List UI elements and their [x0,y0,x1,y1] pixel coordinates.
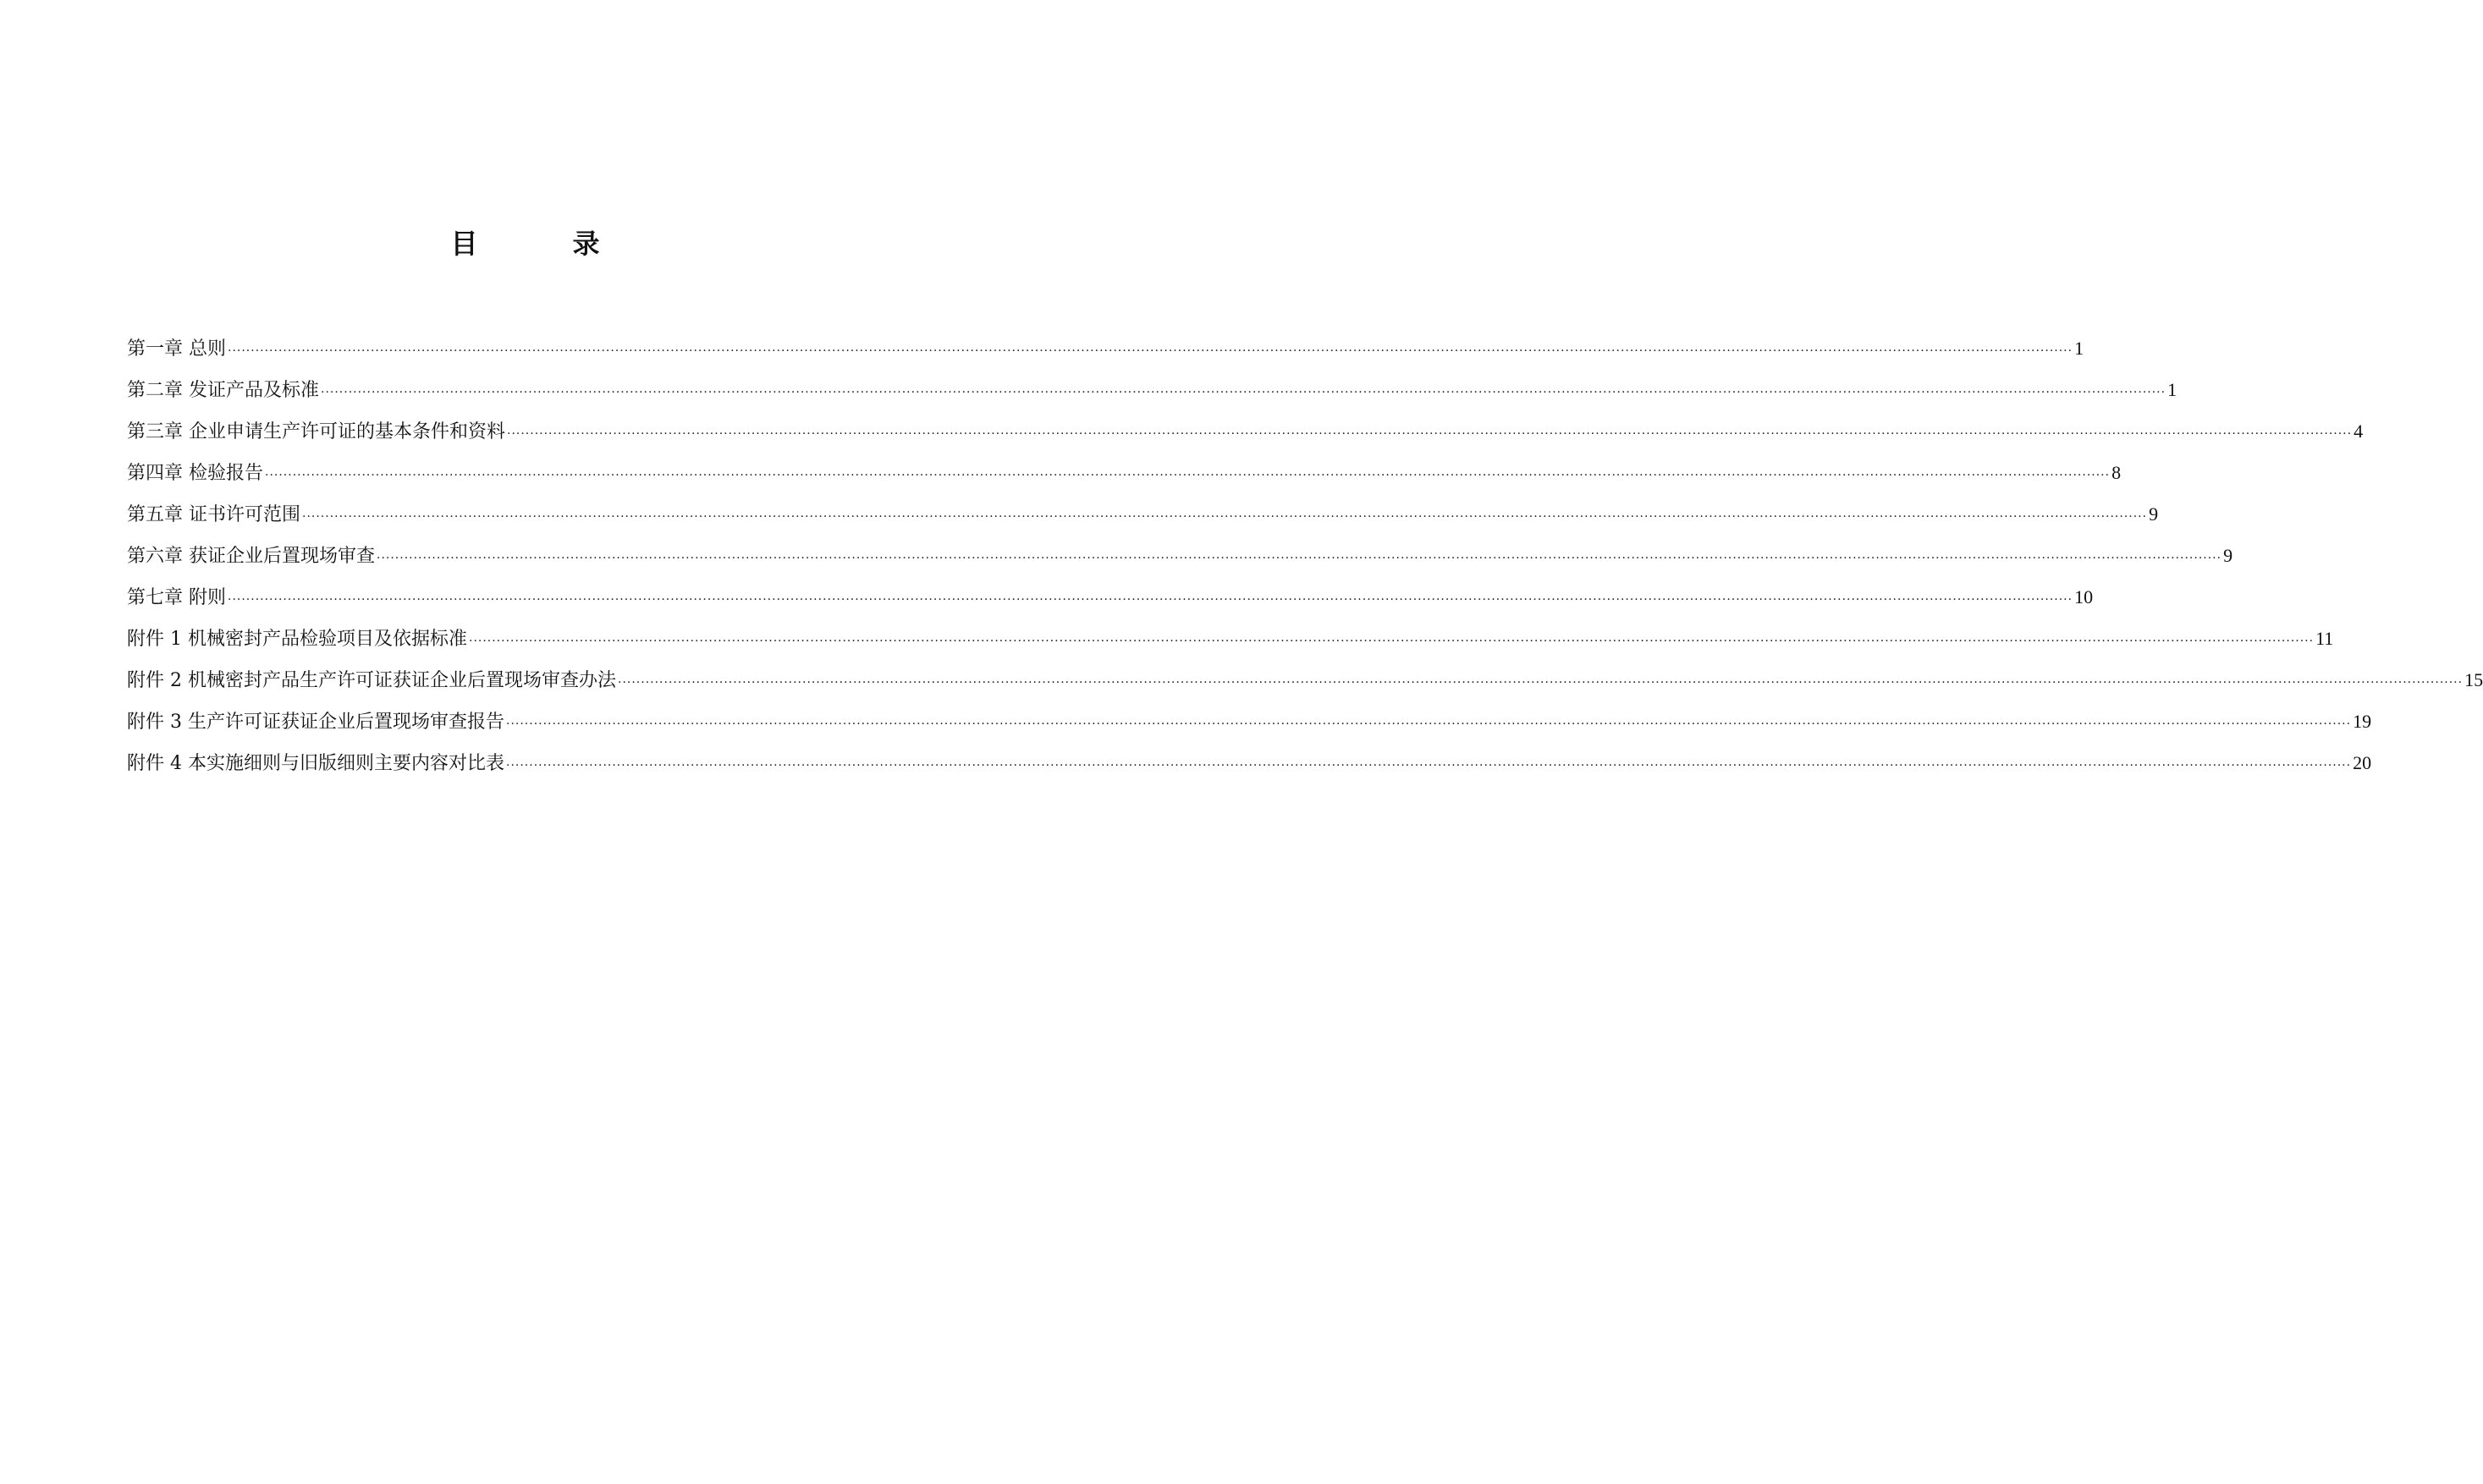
toc-entry-page: 1 [2074,338,2084,359]
toc-entry-page: 19 [2353,711,2372,732]
toc-dot-leader: ················································································································································································································································································································································································································ [321,386,2166,399]
toc-entry-label: 附件 2 机械密封产品生产许可证获证企业后置现场审查办法 [127,670,616,691]
toc-entry[interactable] [127,626,2334,668]
toc-entry-label: 第四章 检验报告 [127,463,263,484]
toc-entry[interactable] [127,668,2483,709]
toc-entry-label: 第二章 发证产品及标准 [127,380,319,401]
toc-entry-label: 第六章 获证企业后置现场审查 [127,546,375,567]
toc-dot-leader: ················································································································································································································································································································································································································ [469,635,2315,648]
toc-dot-leader: ················································································································································································································································································································································································································ [506,759,2352,772]
toc-entry[interactable] [127,543,2233,585]
toc-entry[interactable] [127,750,2372,792]
toc-dot-leader: ················································································································································································································································································································································································································ [618,676,2464,690]
toc-entry-page: 8 [2111,462,2122,483]
toc-entry-label: 第七章 附则 [127,587,226,608]
toc-dot-leader: ················································································································································································································································································································································································································ [228,344,2073,358]
toc-dot-leader: ················································································································································································································································································································································································································ [228,593,2073,607]
toc-entry[interactable] [127,336,2084,377]
toc-entry-page: 10 [2074,586,2094,607]
toc-entry-page: 4 [2354,420,2364,442]
toc-entry-label: 附件 4 本实施细则与旧版细则主要内容对比表 [127,753,504,774]
toc-entry-page: 1 [2167,379,2177,400]
toc-dot-leader: ················································································································································································································································································································································································································ [507,427,2353,441]
toc-dot-leader: ················································································································································································································································································································································································································ [265,469,2111,482]
toc-entry[interactable] [127,585,2094,626]
toc-entry-label: 第五章 证书许可范围 [127,504,300,525]
toc-entry[interactable] [127,709,2372,750]
toc-entry[interactable] [127,377,2177,419]
toc-title: 目 录 [450,228,634,260]
toc-dot-leader: ················································································································································································································································································································································································································ [506,717,2352,731]
toc-entry-label: 附件 1 机械密封产品检验项目及依据标准 [127,629,467,650]
toc-entry[interactable] [127,502,2159,543]
toc-dot-leader: ················································································································································································································································································································································································································ [302,510,2148,524]
toc-dot-leader: ················································································································································································································································································································································································································ [377,552,2222,565]
toc-entry-label: 附件 3 生产许可证获证企业后置现场审查报告 [127,712,504,733]
toc-entry-page: 11 [2315,628,2334,649]
toc-entry-page: 20 [2353,752,2372,773]
toc-entry-label: 第一章 总则 [127,338,226,360]
toc-entry-page: 15 [2464,669,2483,690]
toc-entry[interactable] [127,460,2122,502]
toc-entry-page: 9 [2149,503,2159,525]
toc-entry[interactable] [127,419,2364,460]
toc-entry-label: 第三章 企业申请生产许可证的基本条件和资料 [127,421,505,442]
toc-list [127,336,2483,792]
toc-entry-page: 9 [2223,545,2233,566]
